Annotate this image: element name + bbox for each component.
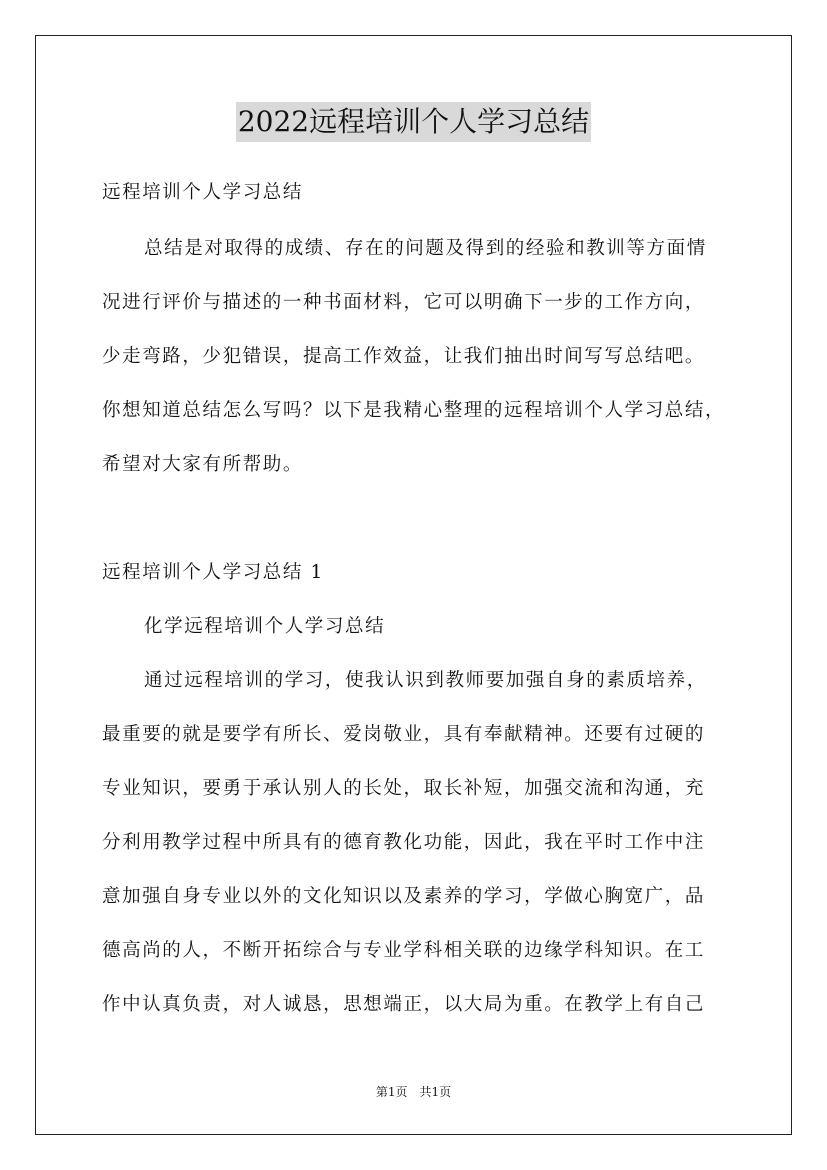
- document-subtitle: 远程培训个人学习总结: [102, 182, 304, 203]
- body-line: 最重要的就是要学有所长、爱岗敬业，具有奉献精神。还要有过硬的: [102, 724, 706, 745]
- intro-line: 况进行评价与描述的一种书面材料，它可以明确下一步的工作方向，: [102, 292, 706, 313]
- section-heading: 远程培训个人学习总结 1: [102, 562, 324, 583]
- intro-line: 你想知道总结怎么写吗？以下是我精心整理的远程培训个人学习总结，: [102, 400, 726, 421]
- title-container: [0, 102, 827, 142]
- body-line: 分利用教学过程中所具有的德育教化功能，因此，我在平时工作中注: [102, 832, 706, 853]
- body-line: 作中认真负责，对人诚恳，思想端正，以大局为重。在教学上有自己: [102, 994, 706, 1015]
- section-subheading: 化学远程培训个人学习总结: [144, 616, 386, 637]
- body-line: 意加强自身专业以外的文化知识以及素养的学习，学做心胸宽广，品: [102, 886, 706, 907]
- intro-line: 总结是对取得的成绩、存在的问题及得到的经验和教训等方面情: [144, 238, 707, 259]
- body-line: 专业知识，要勇于承认别人的长处，取长补短，加强交流和沟通，充: [102, 778, 706, 799]
- intro-line: 希望对大家有所帮助。: [102, 454, 304, 475]
- page-number: 第1页 共1页: [375, 1085, 452, 1099]
- intro-line: 少走弯路，少犯错误，提高工作效益，让我们抽出时间写写总结吧。: [102, 346, 706, 367]
- body-line: 通过远程培训的学习，使我认识到教师要加强自身的素质培养，: [144, 670, 707, 691]
- body-line: 德高尚的人，不断开拓综合与专业学科相关联的边缘学科知识。在工: [102, 940, 706, 961]
- document-title: 2022远程培训个人学习总结: [236, 102, 591, 142]
